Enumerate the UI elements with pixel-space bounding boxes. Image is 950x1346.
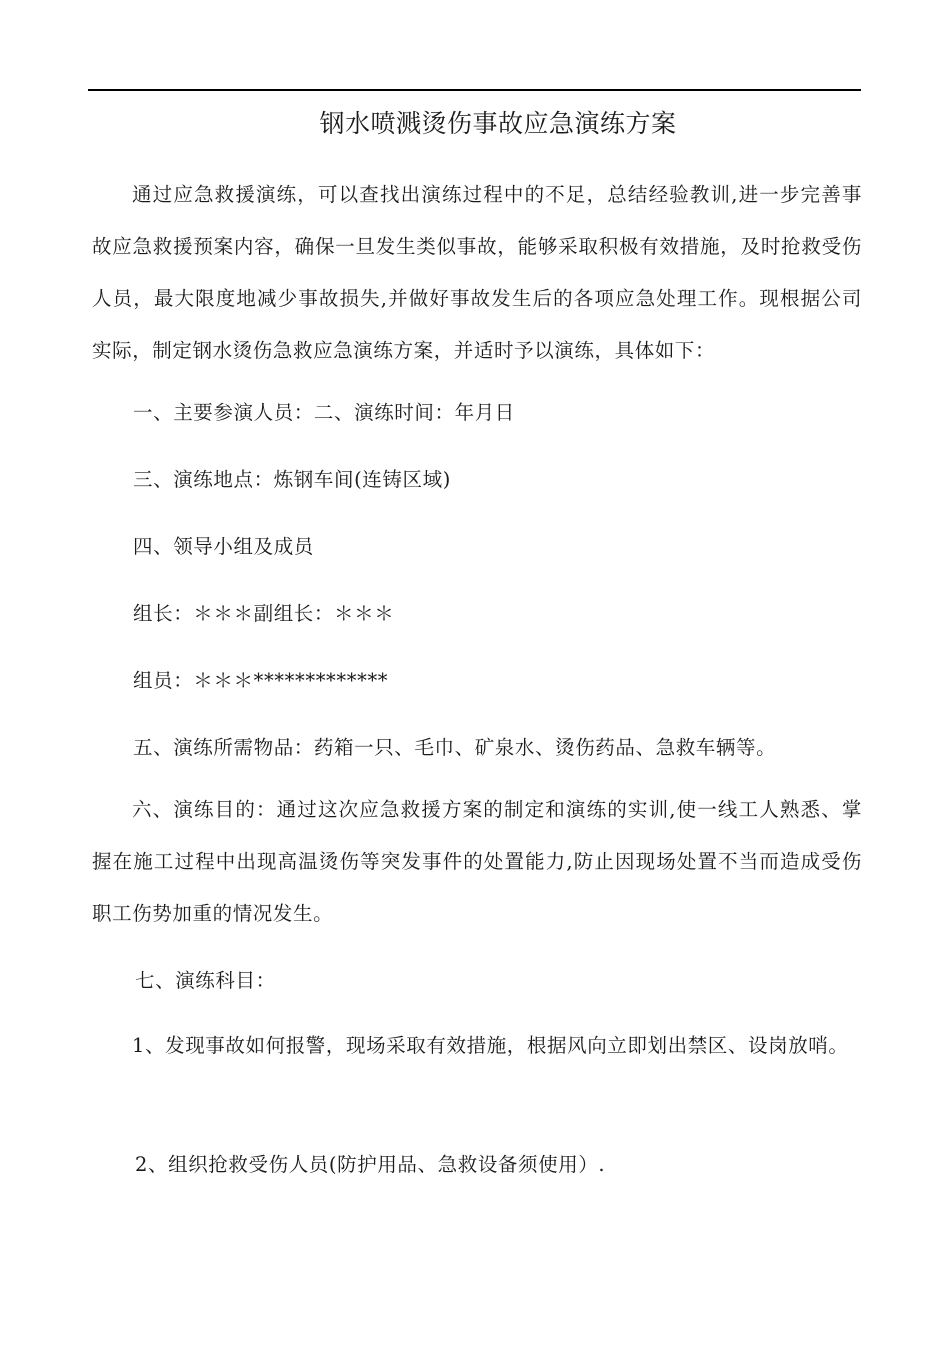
section-subjects: 七、演练科目：: [135, 969, 276, 992]
members-line: 组员：＊＊＊*************: [133, 669, 389, 692]
intro-paragraph: 通过应急救援演练，可以查找出演练过程中的不足，总结经验教训,进一步完善事故应急救援预案内容，确保一旦发生类似事故，能够采取积极有效措施，及时抢救受伤人员，最大限度地减少事故损失,并做好事故发生后的各项应急处理工作。现根据公司实际，制定钢水烫伤急救应急演练方案，并适时予以演练，具体如下：: [92, 183, 862, 362]
section-location: 三、演练地点：炼钢车间(连铸区域): [133, 468, 451, 491]
section-leadership: 四、领导小组及成员: [133, 535, 314, 558]
subject-item-1: 1、发现事故如何报警，现场采取有效措施，根据风向立即划出禁区、设岗放哨。: [132, 1034, 849, 1057]
subject-item-2: 2、组织抢救受伤人员(防护用品、急救设备须使用）.: [135, 1153, 606, 1176]
header-rule: [88, 89, 861, 91]
section-supplies: 五、演练所需物品：药箱一只、毛巾、矿泉水、烫伤药品、急救车辆等。: [133, 736, 777, 759]
section-purpose: 六、演练目的：通过这次应急救援方案的制定和演练的实训,使一线工人熟悉、掌握在施工过程中出现高温烫伤等突发事件的处置能力,防止因现场处置不当而造成受伤职工伤势加重的情况发生。: [92, 798, 862, 925]
document-title: 钢水喷溅烫伤事故应急演练方案: [319, 109, 677, 138]
section-participants-time: 一、主要参演人员：二、演练时间：年月日: [133, 401, 515, 424]
leader-line: 组长：＊＊＊副组长：＊＊＊: [133, 602, 395, 625]
